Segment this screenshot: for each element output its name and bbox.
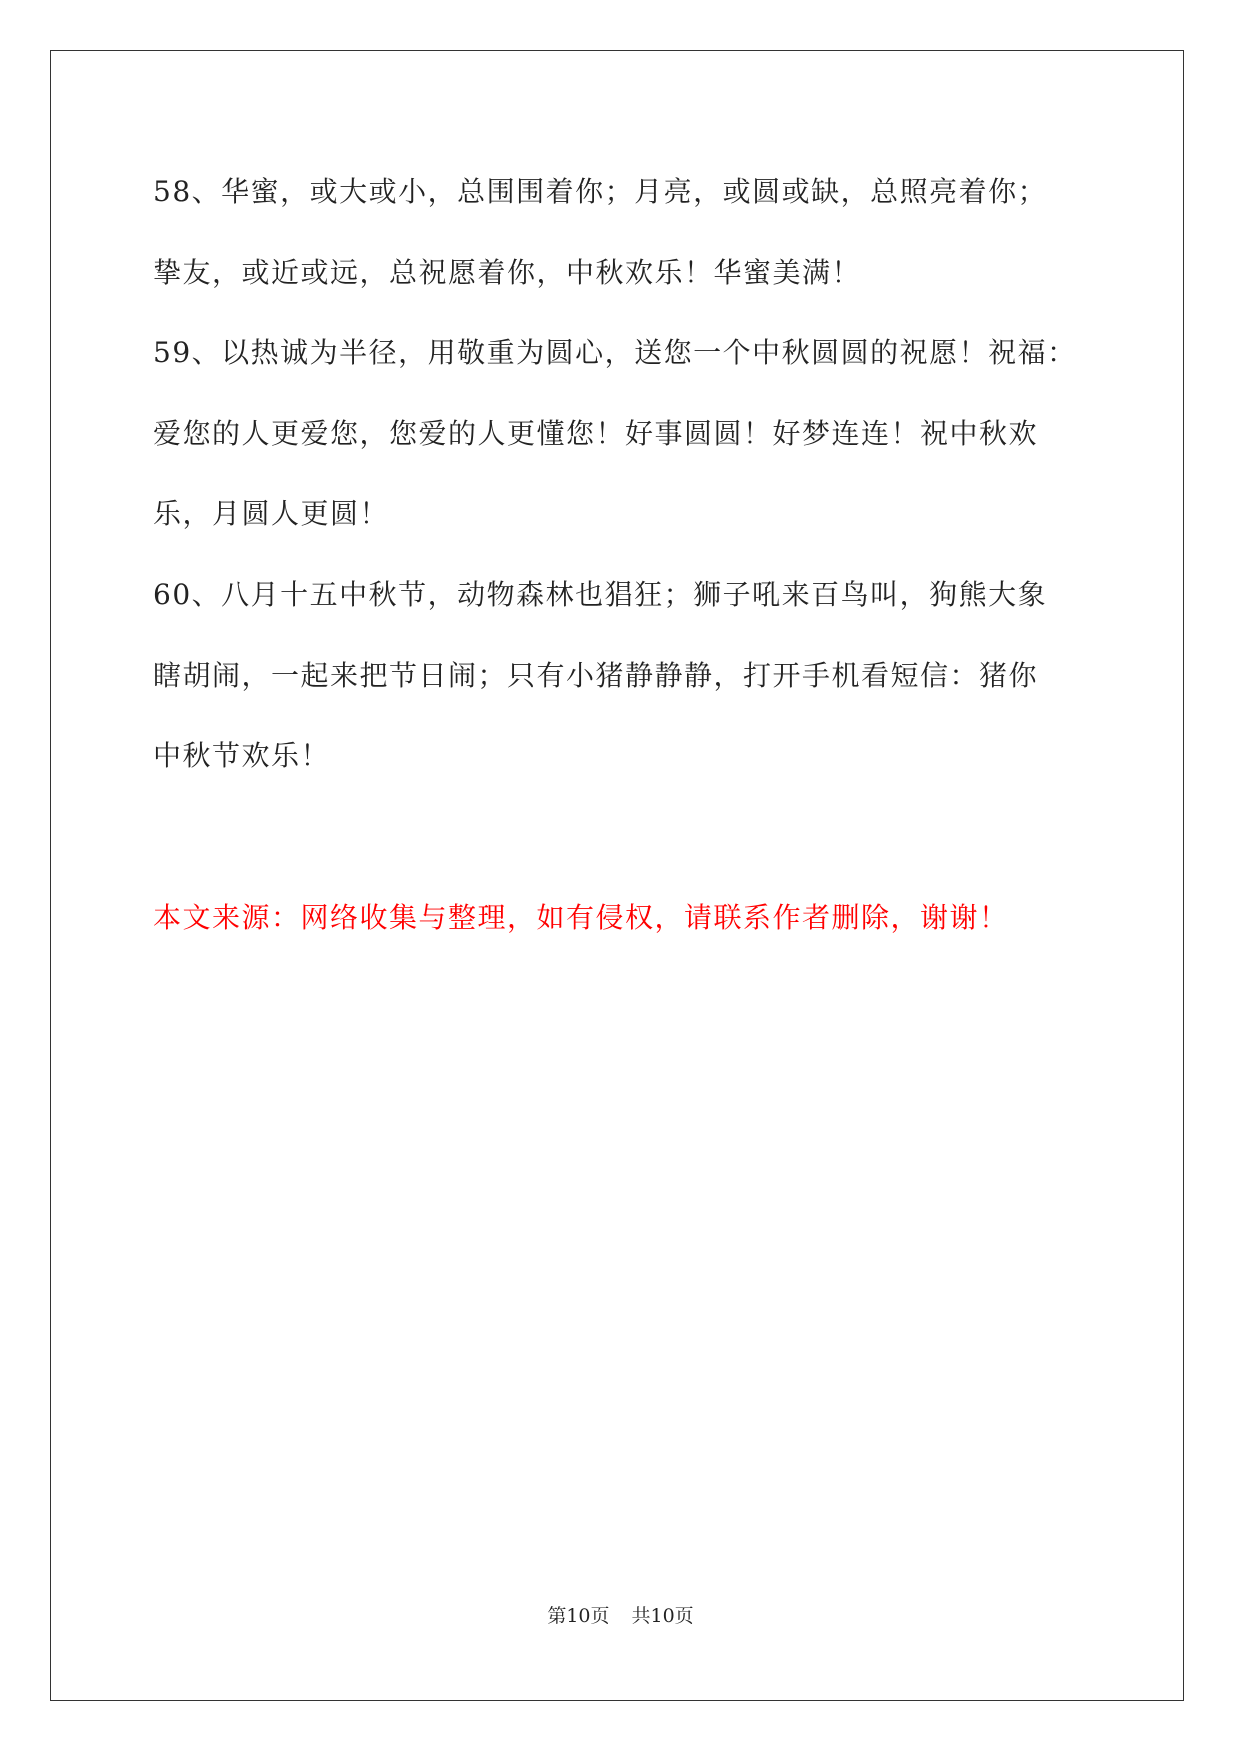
paragraph-58-line-1: 58、华蜜，或大或小，总围围着你；月亮，或圆或缺，总照亮着你；	[153, 175, 1048, 208]
paragraph-60-line-2: 瞎胡闹，一起来把节日闹；只有小猪静静静，打开手机看短信：猪你	[153, 659, 1039, 692]
page-number-current: 第10页	[547, 1605, 610, 1627]
paragraph-59-line-2: 爱您的人更爱您，您爱的人更懂您！好事圆圆！好梦连连！祝中秋欢	[153, 417, 1039, 450]
page-border	[50, 50, 1184, 1701]
page-number-total: 共10页	[631, 1605, 694, 1627]
page-footer	[0, 1604, 1241, 1628]
paragraph-60-line-3: 中秋节欢乐！	[153, 739, 331, 772]
paragraph-60-line-1: 60、八月十五中秋节，动物森林也猖狂；狮子吼来百鸟叫，狗熊大象	[153, 578, 1048, 611]
source-note: 本文来源：网络收集与整理，如有侵权，请联系作者删除，谢谢！	[153, 901, 1009, 934]
paragraph-59-line-3: 乐，月圆人更圆！	[153, 497, 390, 530]
paragraph-58-line-2: 挚友，或近或远，总祝愿着你，中秋欢乐！华蜜美满！	[153, 256, 862, 289]
paragraph-59-line-1: 59、以热诚为半径，用敬重为圆心，送您一个中秋圆圆的祝愿！祝福：	[153, 336, 1077, 369]
